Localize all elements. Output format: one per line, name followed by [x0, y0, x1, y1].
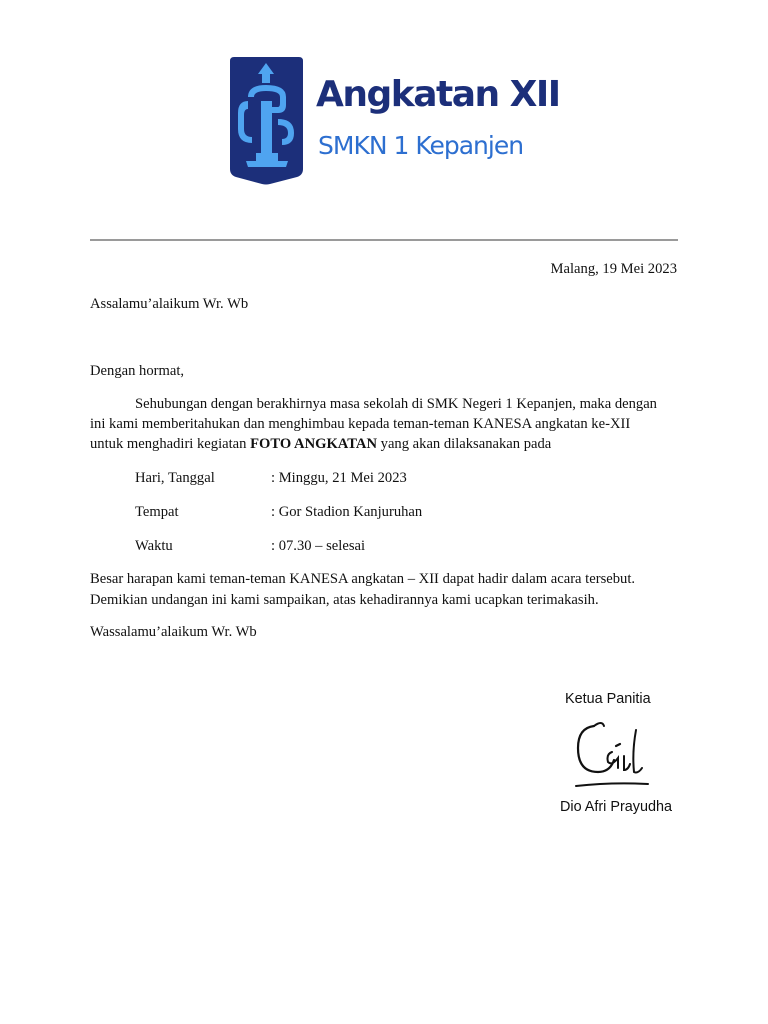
detail-value: : 07.30 – selesai: [271, 538, 366, 554]
signer-role: Ketua Panitia: [565, 691, 651, 707]
detail-label: Tempat: [135, 504, 179, 520]
brand-title: Angkatan XII: [316, 74, 560, 115]
closing-greeting: Wassalamu’alaikum Wr. Wb: [90, 624, 257, 640]
body-line: ini kami memberitahukan dan menghimbau kepada teman-teman KANESA angkatan ke-XII: [90, 416, 631, 432]
closing-line: Besar harapan kami teman-teman KANESA angkatan – XII dapat hadir dalam acara tersebut.: [90, 571, 636, 587]
detail-row-time: [135, 536, 365, 556]
brand-subtitle: SMKN 1 Kepanjen: [318, 131, 524, 160]
detail-value: : Minggu, 21 Mei 2023: [271, 470, 407, 486]
header-divider: [90, 239, 678, 241]
detail-label: Hari, Tanggal: [135, 470, 215, 486]
body-text: yang akan dilaksanakan pada: [377, 436, 552, 452]
signer-name: Dio Afri Prayudha: [560, 799, 672, 815]
event-name: FOTO ANGKATAN: [250, 436, 377, 452]
salutation: Dengan hormat,: [90, 363, 185, 379]
detail-row-date: [135, 468, 407, 488]
body-text: untuk menghadiri kegiatan: [90, 436, 251, 452]
school-emblem-icon: [228, 57, 305, 185]
header-logo: [228, 57, 558, 187]
body-paragraph: [90, 394, 680, 454]
closing-paragraph: [90, 569, 635, 611]
body-line: Sehubungan dengan berakhirnya masa sekolah di SMK Negeri 1 Kepanjen, maka dengan: [135, 396, 657, 412]
letter-date: Malang, 19 Mei 2023: [550, 261, 677, 277]
detail-label: Waktu: [135, 538, 173, 554]
closing-line: Demikian undangan ini kami sampaikan, atas kehadirannya kami ucapkan terimakasih.: [90, 592, 599, 608]
detail-row-place: [135, 502, 422, 522]
body-line: [90, 434, 680, 454]
opening-greeting: Assalamu’alaikum Wr. Wb: [90, 296, 249, 312]
signature-icon: [572, 712, 652, 794]
detail-value: : Gor Stadion Kanjuruhan: [271, 504, 423, 520]
